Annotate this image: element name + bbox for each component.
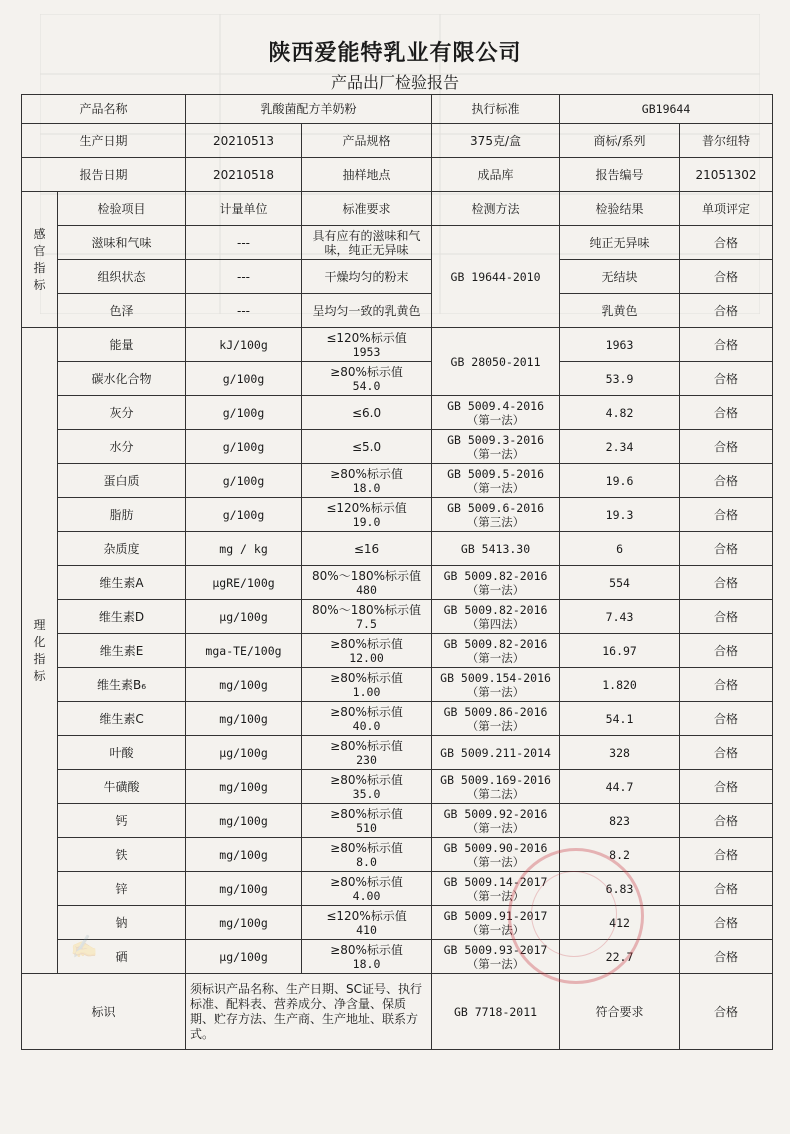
req-line-2: 4.00 [352, 888, 381, 903]
physchem-unit: mg/100g [186, 668, 302, 702]
physchem-item: 维生素A [58, 566, 186, 600]
physchem-result: 19.3 [560, 498, 680, 532]
physchem-unit: g/100g [186, 430, 302, 464]
sensory-req: 具有应有的滋味和气味，纯正无异味 [302, 226, 432, 260]
physchem-row [22, 736, 773, 770]
method-line-1: GB 5009.211-2014 [440, 745, 551, 760]
physchem-unit: μgRE/100g [186, 566, 302, 600]
physchem-verdict: 合格 [680, 668, 773, 702]
physchem-verdict: 合格 [680, 906, 773, 940]
physchem-result: 44.7 [560, 770, 680, 804]
sensory-unit: --- [186, 294, 302, 328]
req-line-1: ≤16 [353, 541, 380, 556]
company-title: 陕西爱能特乳业有限公司 [268, 40, 522, 66]
physchem-method [432, 532, 560, 566]
physchem-method [432, 396, 560, 430]
physchem-item: 脂肪 [58, 498, 186, 532]
sensory-item: 组织状态 [58, 260, 186, 294]
method-line-1: GB 5413.30 [460, 541, 531, 556]
physchem-verdict: 合格 [680, 362, 773, 396]
physchem-req [302, 464, 432, 498]
inspection-table [21, 94, 773, 1050]
col-verdict: 单项评定 [680, 192, 773, 226]
physchem-method [432, 464, 560, 498]
physchem-verdict: 合格 [680, 328, 773, 362]
req-line-2: 7.5 [356, 616, 377, 631]
physchem-req [302, 906, 432, 940]
req-line-1: ≤120%标示值 [326, 330, 407, 345]
physchem-row [22, 362, 773, 396]
physchem-result: 6 [560, 532, 680, 566]
method-line-1: GB 5009.14-2017 [443, 874, 548, 889]
spec-value: 375克/盒 [432, 124, 560, 158]
req-line-1: 80%～180%标示值 [312, 568, 422, 583]
req-line-1: ≥80%标示值 [330, 942, 403, 957]
req-line-2: 510 [356, 820, 377, 835]
physchem-unit: mg / kg [186, 532, 302, 566]
physchem-verdict: 合格 [680, 634, 773, 668]
physchem-method [432, 770, 560, 804]
physchem-req [302, 396, 432, 430]
sensory-item: 色泽 [58, 294, 186, 328]
physchem-method [432, 736, 560, 770]
req-line-1: ≥80%标示值 [330, 466, 403, 481]
req-line-2: 480 [356, 582, 377, 597]
physchem-method [432, 600, 560, 634]
sensory-method: GB 19644-2010 [432, 226, 560, 328]
physchem-item: 钙 [58, 804, 186, 838]
method-line-2: （第一法） [466, 412, 525, 427]
sensory-verdict: 合格 [680, 260, 773, 294]
physchem-req [302, 940, 432, 974]
sensory-verdict: 合格 [680, 294, 773, 328]
method-line-1: GB 5009.92-2016 [443, 806, 548, 821]
physchem-unit: mg/100g [186, 838, 302, 872]
physchem-verdict: 合格 [680, 430, 773, 464]
physchem-verdict: 合格 [680, 498, 773, 532]
physchem-unit: mg/100g [186, 872, 302, 906]
physchem-item: 碳水化合物 [58, 362, 186, 396]
req-line-1: ≥80%标示值 [330, 636, 403, 651]
physchem-row [22, 396, 773, 430]
physchem-result: 54.1 [560, 702, 680, 736]
physchem-result: 53.9 [560, 362, 680, 396]
sensory-unit: --- [186, 260, 302, 294]
req-line-2: 54.0 [352, 378, 381, 393]
method-line-2: （第一法） [466, 888, 525, 903]
req-line-2: 12.00 [349, 650, 384, 665]
physchem-item: 牛磺酸 [58, 770, 186, 804]
physchem-unit: μg/100g [186, 736, 302, 770]
physchem-result: 328 [560, 736, 680, 770]
label-item: 标识 [22, 974, 186, 1050]
report-no-label: 报告编号 [560, 158, 680, 192]
method-line-1: GB 5009.90-2016 [443, 840, 548, 855]
physchem-row [22, 702, 773, 736]
physchem-item: 蛋白质 [58, 464, 186, 498]
physchem-req [302, 600, 432, 634]
physchem-row [22, 838, 773, 872]
req-line-2: 19.0 [352, 514, 381, 529]
sensory-req: 干燥均匀的粉末 [302, 260, 432, 294]
physchem-item: 维生素E [58, 634, 186, 668]
sensory-row [22, 226, 773, 260]
req-line-2: 410 [356, 922, 377, 937]
method-line-2: （第一法） [466, 582, 525, 597]
prod-date-label: 生产日期 [22, 124, 186, 158]
physchem-method [432, 498, 560, 532]
physchem-verdict: 合格 [680, 532, 773, 566]
physchem-req [302, 736, 432, 770]
method-line-2: （第一法） [466, 718, 525, 733]
physchem-verdict: 合格 [680, 702, 773, 736]
col-method: 检测方法 [432, 192, 560, 226]
col-unit: 计量单位 [186, 192, 302, 226]
req-line-1: ≥80%标示值 [330, 704, 403, 719]
sensory-item: 滋味和气味 [58, 226, 186, 260]
physchem-result: 16.97 [560, 634, 680, 668]
prod-date-value: 20210513 [186, 124, 302, 158]
physchem-verdict: 合格 [680, 396, 773, 430]
req-line-2: 35.0 [352, 786, 381, 801]
physchem-verdict: 合格 [680, 566, 773, 600]
spec-label: 产品规格 [302, 124, 432, 158]
physchem-item: 能量 [58, 328, 186, 362]
report-date-label: 报告日期 [22, 158, 186, 192]
brand-label: 商标/系列 [560, 124, 680, 158]
sensory-result: 无结块 [560, 260, 680, 294]
col-item: 检验项目 [58, 192, 186, 226]
physchem-unit: mg/100g [186, 702, 302, 736]
physchem-unit: kJ/100g [186, 328, 302, 362]
method-line-1: GB 5009.86-2016 [443, 704, 548, 719]
physchem-method [432, 430, 560, 464]
physchem-result: 2.34 [560, 430, 680, 464]
method-line-2: （第一法） [466, 854, 525, 869]
physchem-result: 823 [560, 804, 680, 838]
physchem-unit: μg/100g [186, 940, 302, 974]
method-line-2: （第三法） [466, 514, 525, 529]
physchem-row [22, 634, 773, 668]
physchem-unit: g/100g [186, 498, 302, 532]
physchem-req [302, 566, 432, 600]
method-line-2: （第一法） [466, 684, 525, 699]
req-line-1: ≥80%标示值 [330, 772, 403, 787]
physchem-result: 4.82 [560, 396, 680, 430]
req-line-2: 8.0 [356, 854, 377, 869]
label-result: 符合要求 [560, 974, 680, 1050]
physchem-item: 铁 [58, 838, 186, 872]
physchem-result: 19.6 [560, 464, 680, 498]
physchem-req [302, 498, 432, 532]
method-line-1: GB 5009.169-2016 [440, 772, 551, 787]
physchem-item: 灰分 [58, 396, 186, 430]
sensory-row [22, 294, 773, 328]
sample-loc-value: 成品库 [432, 158, 560, 192]
method-line-1: GB 5009.6-2016 [447, 500, 544, 515]
physchem-row [22, 566, 773, 600]
req-line-2: 230 [356, 752, 377, 767]
physchem-req [302, 872, 432, 906]
physchem-method [432, 634, 560, 668]
physchem-req [302, 532, 432, 566]
physchem-section-label: 理 化 指 标 [22, 328, 58, 974]
physchem-row [22, 430, 773, 464]
physchem-method [432, 838, 560, 872]
physchem-method [432, 872, 560, 906]
req-line-2: 40.0 [352, 718, 381, 733]
physchem-verdict: 合格 [680, 464, 773, 498]
sensory-verdict: 合格 [680, 226, 773, 260]
method-line-1: GB 5009.154-2016 [440, 670, 551, 685]
req-line-2: 18.0 [352, 956, 381, 971]
method-line-2: （第一法） [466, 650, 525, 665]
physchem-item: 锌 [58, 872, 186, 906]
req-line-1: ≤120%标示值 [326, 500, 407, 515]
physchem-unit: mg/100g [186, 804, 302, 838]
physchem-method [432, 940, 560, 974]
sample-loc-label: 抽样地点 [302, 158, 432, 192]
physchem-method [432, 566, 560, 600]
req-line-1: ≥80%标示值 [330, 840, 403, 855]
label-verdict: 合格 [680, 974, 773, 1050]
col-result: 检验结果 [560, 192, 680, 226]
physchem-req [302, 634, 432, 668]
physchem-result: 1.820 [560, 668, 680, 702]
req-line-2: 1953 [352, 344, 381, 359]
signature-mark: ✍ [69, 934, 99, 961]
method-line-1: GB 5009.91-2017 [443, 908, 548, 923]
physchem-row [22, 532, 773, 566]
sensory-req: 呈均匀一致的乳黄色 [302, 294, 432, 328]
method-line-1: GB 5009.82-2016 [443, 568, 548, 583]
brand-value: 普尔纽特 [680, 124, 773, 158]
standard-label: 执行标准 [432, 95, 560, 124]
physchem-verdict: 合格 [680, 736, 773, 770]
physchem-row [22, 872, 773, 906]
physchem-result: 22.7 [560, 940, 680, 974]
physchem-row [22, 770, 773, 804]
physchem-row [22, 464, 773, 498]
req-line-1: ≤5.0 [351, 439, 382, 454]
method-line-2: （第一法） [466, 480, 525, 495]
physchem-item: 维生素C [58, 702, 186, 736]
req-line-1: ≥80%标示值 [330, 874, 403, 889]
physchem-req [302, 328, 432, 362]
product-name-value: 乳酸菌配方羊奶粉 [186, 95, 432, 124]
physchem-row [22, 804, 773, 838]
physchem-verdict: 合格 [680, 940, 773, 974]
physchem-row [22, 600, 773, 634]
product-name-label: 产品名称 [22, 95, 186, 124]
physchem-item: 维生素D [58, 600, 186, 634]
info-row-1 [22, 95, 773, 124]
physchem-row [22, 328, 773, 362]
method-line-1: GB 5009.5-2016 [447, 466, 544, 481]
physchem-method [432, 804, 560, 838]
physchem-unit: g/100g [186, 396, 302, 430]
physchem-req [302, 804, 432, 838]
physchem-result: 1963 [560, 328, 680, 362]
req-line-1: ≤6.0 [351, 405, 382, 420]
physchem-row [22, 668, 773, 702]
sensory-result: 纯正无异味 [560, 226, 680, 260]
physchem-req [302, 668, 432, 702]
method-line-2: （第一法） [466, 820, 525, 835]
physchem-row [22, 906, 773, 940]
method-line-1: GB 5009.93-2017 [443, 942, 548, 957]
physchem-method [432, 668, 560, 702]
physchem-req [302, 838, 432, 872]
physchem-req [302, 362, 432, 396]
physchem-verdict: 合格 [680, 770, 773, 804]
physchem-method [432, 906, 560, 940]
physchem-row [22, 498, 773, 532]
physchem-verdict: 合格 [680, 872, 773, 906]
physchem-result: 412 [560, 906, 680, 940]
physchem-req [302, 770, 432, 804]
method-line-1: GB 5009.82-2016 [443, 602, 548, 617]
report-date-value: 20210518 [186, 158, 302, 192]
physchem-verdict: 合格 [680, 838, 773, 872]
column-header-row [22, 192, 773, 226]
physchem-unit: mg/100g [186, 906, 302, 940]
physchem-result: 7.43 [560, 600, 680, 634]
req-line-1: ≥80%标示值 [330, 670, 403, 685]
info-row-2 [22, 124, 773, 158]
sensory-unit: --- [186, 226, 302, 260]
method-line-1: GB 5009.82-2016 [443, 636, 548, 651]
physchem-item: 杂质度 [58, 532, 186, 566]
physchem-unit: μg/100g [186, 600, 302, 634]
sensory-section-label: 感 官 指 标 [22, 192, 58, 328]
method-line-2: （第一法） [466, 446, 525, 461]
physchem-req [302, 430, 432, 464]
report-no-value: 21051302 [680, 158, 773, 192]
req-line-1: ≤120%标示值 [326, 908, 407, 923]
physchem-verdict: 合格 [680, 600, 773, 634]
method-line-2: （第一法） [466, 956, 525, 971]
label-req: 须标识产品名称、生产日期、SC证号、执行标准、配料表、营养成分、净含量、保质期、贮存方法、生产商、生产地址、联系方式。 [186, 974, 432, 1050]
physchem-item: 水分 [58, 430, 186, 464]
req-line-2: 1.00 [352, 684, 381, 699]
method-line-1: GB 5009.4-2016 [447, 398, 544, 413]
report-title: 产品出厂检验报告 [330, 73, 459, 92]
physchem-method [432, 702, 560, 736]
req-line-1: ≥80%标示值 [330, 806, 403, 821]
sensory-result: 乳黄色 [560, 294, 680, 328]
physchem-verdict: 合格 [680, 804, 773, 838]
physchem-result: 8.2 [560, 838, 680, 872]
req-line-2: 18.0 [352, 480, 381, 495]
sensory-row [22, 260, 773, 294]
method-line-2: （第一法） [466, 922, 525, 937]
standard-value: GB19644 [560, 95, 773, 124]
req-line-1: ≥80%标示值 [330, 738, 403, 753]
physchem-unit: g/100g [186, 464, 302, 498]
method-line-2: （第四法） [466, 616, 525, 631]
energy-carb-method: GB 28050-2011 [432, 328, 560, 396]
req-line-1: 80%～180%标示值 [312, 602, 422, 617]
info-row-3 [22, 158, 773, 192]
label-method: GB 7718-2011 [432, 974, 560, 1050]
physchem-item: 叶酸 [58, 736, 186, 770]
physchem-result: 554 [560, 566, 680, 600]
physchem-item: 钠 [58, 906, 186, 940]
physchem-item: 维生素B₆ [58, 668, 186, 702]
req-line-1: ≥80%标示值 [330, 364, 403, 379]
method-line-2: （第二法） [466, 786, 525, 801]
physchem-unit: mga-TE/100g [186, 634, 302, 668]
label-row [22, 974, 773, 1050]
physchem-unit: mg/100g [186, 770, 302, 804]
physchem-item: 硒 [58, 940, 186, 974]
method-line-1: GB 5009.3-2016 [447, 432, 544, 447]
physchem-row [22, 940, 773, 974]
col-req: 标准要求 [302, 192, 432, 226]
physchem-result: 6.83 [560, 872, 680, 906]
physchem-unit: g/100g [186, 362, 302, 396]
physchem-req [302, 702, 432, 736]
